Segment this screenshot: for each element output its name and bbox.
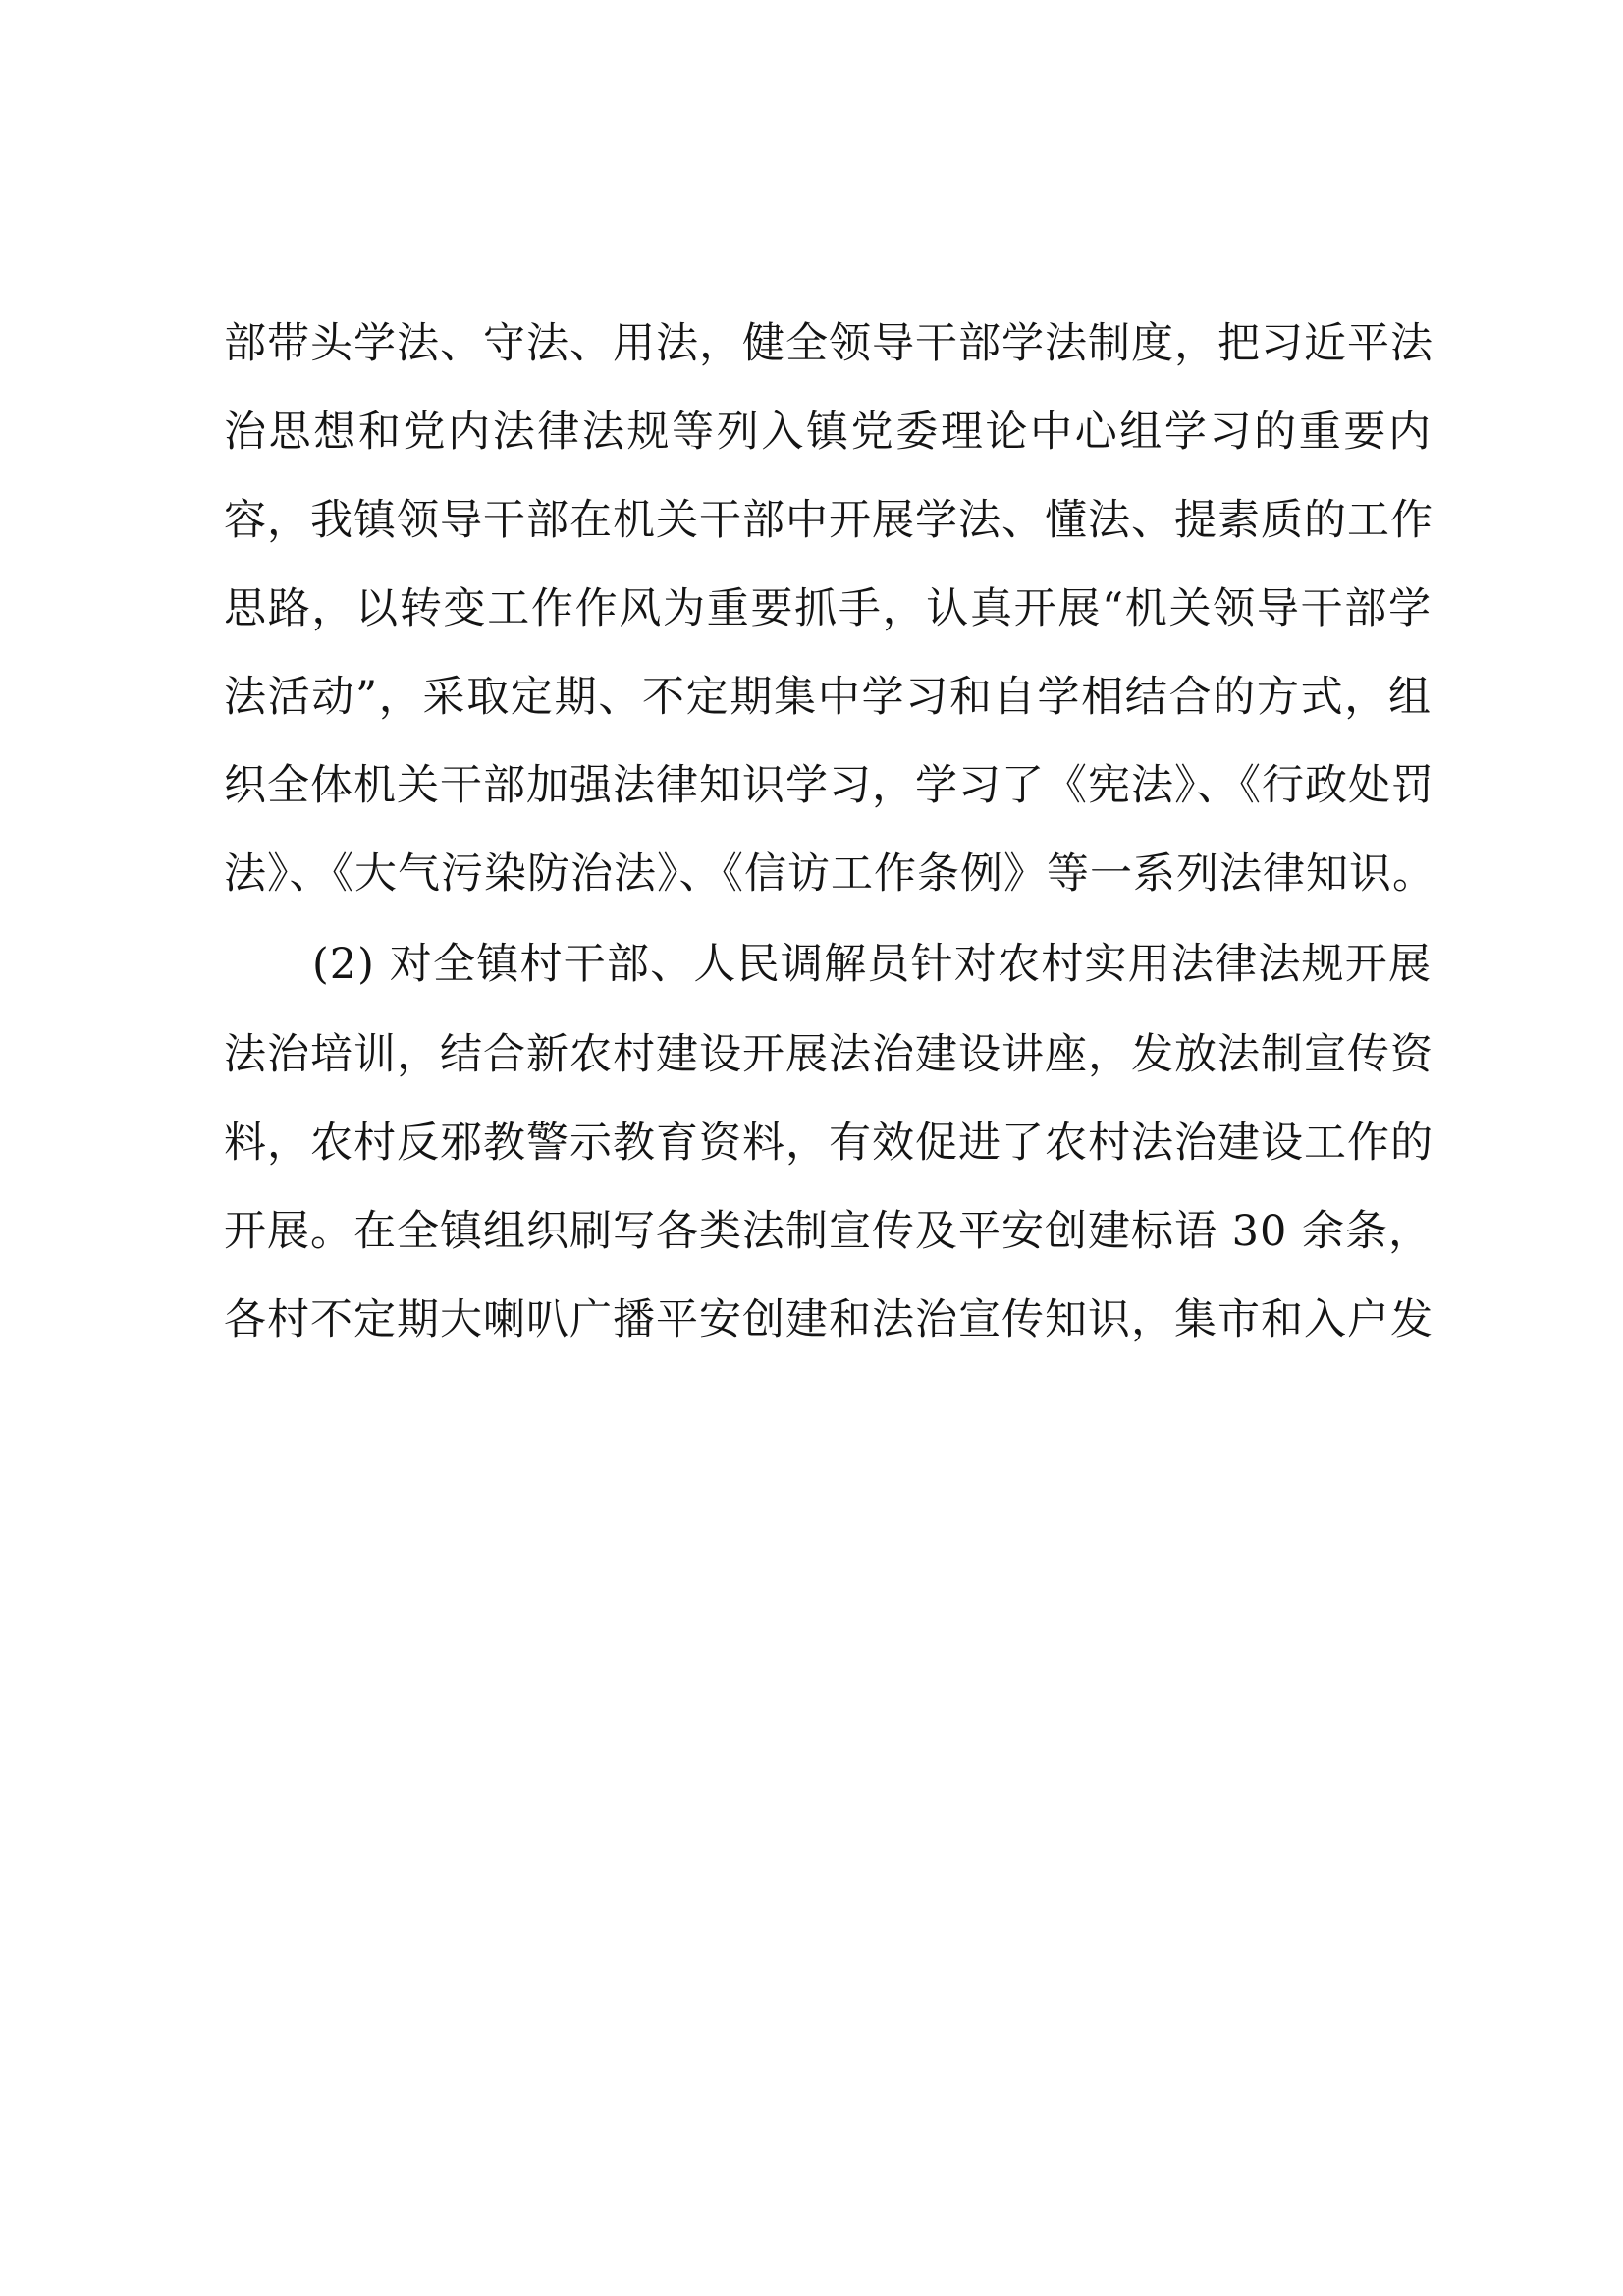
paragraph1-line-7: 法》、《大气污染防治法》、《信访工作条例》等一系列法律知识。: [224, 849, 1435, 899]
paragraph1-line-5: 法活动”，采取定期、不定期集中学习和自学相结合的方式，组: [224, 673, 1432, 722]
paragraph1-line-2: 治思想和党内法律法规等列入镇党委理论中心组学习的重要内: [224, 408, 1432, 457]
paragraph1-line-4: 思路，以转变工作作风为重要抓手，认真开展“机关领导干部学: [224, 584, 1432, 633]
paragraph2-line-4: 开展。在全镇组织刷写各类法制宣传及平安创建标语 30 余条，: [224, 1207, 1433, 1256]
paragraph2-line-3: 料，农村反邪教警示教育资料，有效促进了农村法治建设工作的: [224, 1119, 1434, 1168]
paragraph1-line-3: 容，我镇领导干部在机关干部中开展学法、懂法、提素质的工作: [224, 496, 1434, 545]
paragraph1-line-1: 部带头学法、守法、用法，健全领导干部学法制度，把习近平法: [224, 319, 1434, 368]
paragraph2-line-2: 法治培训，结合新农村建设开展法治建设讲座，发放法制宣传资: [224, 1030, 1434, 1079]
paragraph2-line-1: (2) 对全镇村干部、人民调解员针对农村实用法律法规开展: [312, 940, 1432, 989]
paragraph1-line-6: 织全体机关干部加强法律知识学习，学习了《宪法》、《行政处罚: [224, 761, 1434, 810]
paragraph2-line-5: 各村不定期大喇叭广播平安创建和法治宣传知识，集市和入户发: [224, 1295, 1434, 1344]
